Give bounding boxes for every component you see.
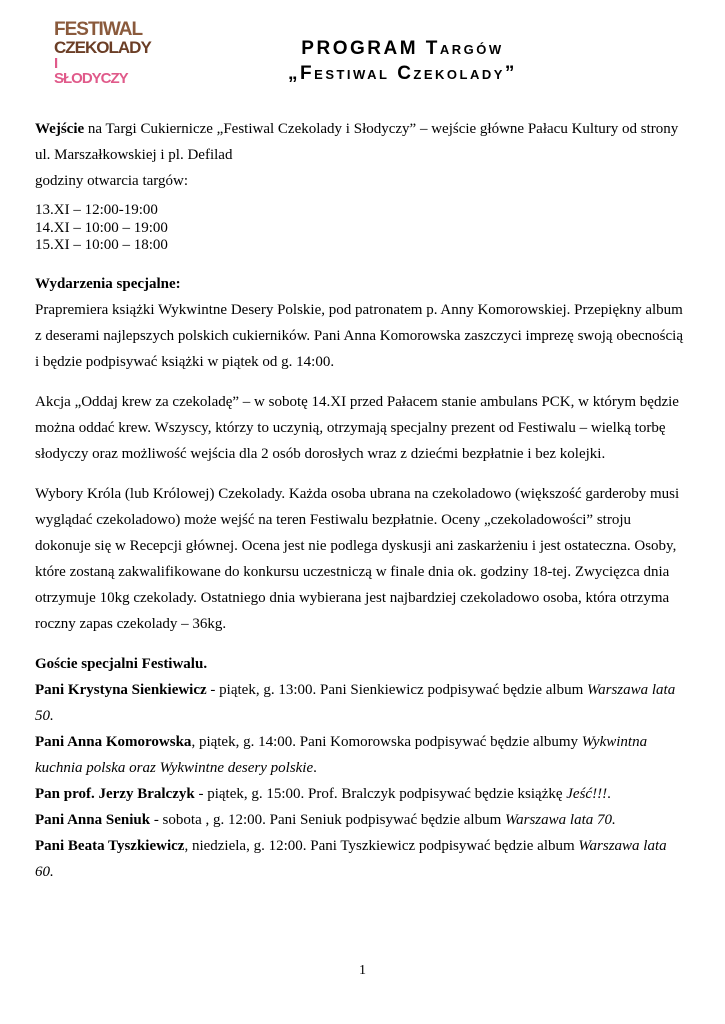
entry-text: na Targi Cukiernicze „Festiwal Czekolady i Słodyczy” – wejście główne Pałacu Kultury od strony ul. Marszałkowskiej i pl. Defilad <box>35 121 679 163</box>
special-event-paragraph-3: Wybory Króla (lub Królowej) Czekolady. Każda osoba ubrana na czekoladowo (większość garderoby musi wyglądać czekoladowo) może wejść na teren Festiwalu bezpłatnie. Oceny „czekoladowości” stroju dokonuje się w Recepcji głównej. Ocena jest nie podlega dyskusji ani zaskarżeniu i jest ostateczna. Osoby, które zostaną zakwalifikowane do konkursu uczestniczą w finale dnia ok. godziny 18-tej. Zwycięzca dnia otrzymuje 10kg czekolady. Ostatniego dnia wybierana jest najbardziej czekoladowo osoba, która otrzyma roczny zapas czekolady – 36kg. <box>35 485 680 632</box>
logo-line-2: CZEKOLADY <box>54 38 151 57</box>
logo-line-3: I SŁODYCZY <box>54 55 128 87</box>
special-event-paragraph-2: Akcja „Oddaj krew za czekoladę” – w sobotę 14.XI przed Pałacem stanie ambulans PCK, w którym będzie można oddać krew. Wszyscy, którzy to uczynią, otrzymają specjalny prezent od Festiwalu – wielką torbę słodyczy oraz możliwość wejścia dla 2 osób dorosłych wraz z dziećmi bezpłatnie i bez kolejki. <box>35 393 679 462</box>
guest-item: Pan prof. Jerzy Bralczyk - piątek, g. 15:00. Prof. Bralczyk podpisywać będzie książkę Jeść!!!. <box>35 785 611 802</box>
hours-day-1: 13.XI – 12:00-19:00 <box>35 202 158 218</box>
hours-day-2: 14.XI – 10:00 – 19:00 <box>35 219 168 236</box>
festival-logo <box>54 19 151 87</box>
guests-heading: Goście specjalni Festiwalu. <box>35 655 208 672</box>
guest-item: Pani Krystyna Sienkiewicz - piątek, g. 13:00. Pani Sienkiewicz podpisywać będzie album Warszawa lata 50. <box>35 681 676 724</box>
guest-item: Pani Anna Komorowska, piątek, g. 14:00. Pani Komorowska podpisywać będzie albumy Wykwintna kuchnia polska oraz Wykwintne desery polskie. <box>35 733 648 776</box>
opening-hours <box>35 202 689 255</box>
page-title <box>140 36 665 86</box>
entry-label: Wejście <box>35 121 85 137</box>
guest-item: Pani Beata Tyszkiewicz, niedziela, g. 12:00. Pani Tyszkiewicz podpisywać będzie album Warszawa lata 60. <box>35 837 667 880</box>
hours-day-3: 15.XI – 10:00 – 18:00 <box>35 237 168 253</box>
title-line-1: PROGRAM Targów <box>301 38 504 59</box>
special-event-paragraph-1: Prapremiera książki Wykwintne Desery Polskie, pod patronatem p. Anny Komorowskiej. Przepiękny album z deserami najlepszych polskich cukierników. Pani Anna Komorowska zaszczyci imprezę swoją obecnością i będzie podpisywać książki w piątek od g. 14:00. <box>35 301 683 370</box>
guest-item: Pani Anna Seniuk - sobota , g. 12:00. Pani Seniuk podpisywać będzie album Warszawa lata 70. <box>35 811 616 828</box>
title-line-2: „Festiwal Czekolady” <box>288 63 517 84</box>
page-number: 1 <box>359 963 366 978</box>
special-events-heading: Wydarzenia specjalne: <box>35 275 181 292</box>
hours-label: godziny otwarcia targów: <box>35 173 189 189</box>
document-body <box>35 116 689 885</box>
logo-line-1: FESTIWAL <box>54 19 143 40</box>
entry-paragraph <box>35 116 689 168</box>
